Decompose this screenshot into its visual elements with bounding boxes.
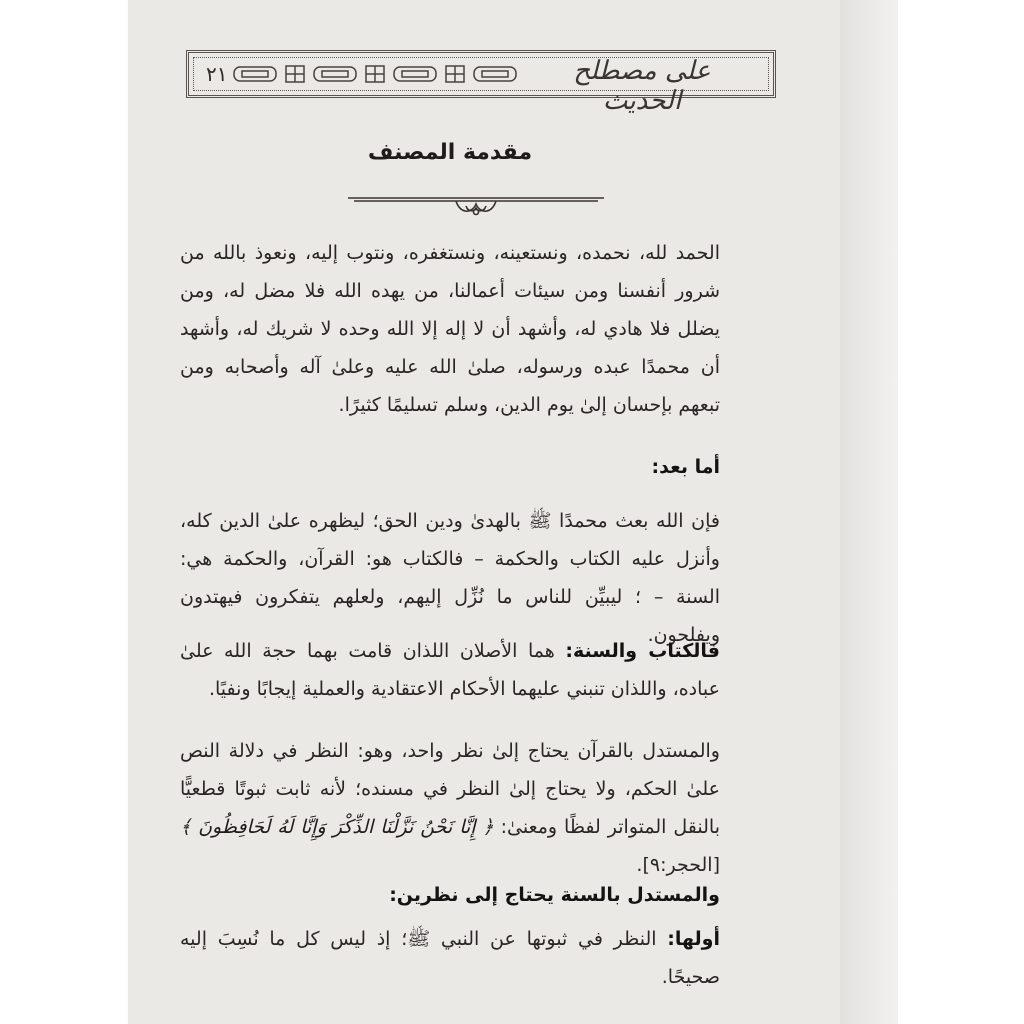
ornamental-divider	[348, 190, 604, 220]
subheading-two-views: والمستدل بالسنة يحتاج إلى نظرين:	[389, 884, 720, 906]
paragraph-body: النظر في ثبوتها عن النبي ﷺ؛ إذ ليس كل ما نُسِبَ إليه صحيحًا.	[180, 928, 720, 988]
paragraph-lead: فالكتاب والسنة:	[565, 640, 720, 662]
running-title: على مصطلح الحديث	[573, 56, 711, 116]
paragraph-lead: أولها:	[667, 928, 720, 950]
section-title: مقدمة المصنف	[367, 140, 533, 165]
heading-amma-bad: أما بعد:	[651, 456, 720, 478]
page-edge	[840, 0, 898, 1024]
paragraph-opening: الحمد لله، نحمده، ونستعينه، ونستغفره، ونتوب إليه، ونعوذ بالله من شرور أنفسنا ومن سيئات أعمالنا، من يهده الله فلا مضل له، ومن يضلل فلا هادي له، وأشهد أن لا إله إلا الله وحده لا شريك له، وأشهد أن محمدًا عبده ورسوله، صلىٰ الله عليه وعلىٰ آله وأصحابه ومن تبعهم بإحسان إلىٰ يوم الدين، وسلم تسليمًا كثيرًا.	[180, 242, 720, 416]
paragraph-kitab-sunnah	[180, 632, 720, 708]
verse-reference: [الحجر:٩].	[636, 854, 720, 876]
page-number: ٢١	[206, 62, 228, 86]
header-ornament	[232, 62, 522, 86]
paragraph-body: والمستدل بالقرآن يحتاج إلىٰ نظر واحد، وهو: النظر في دلالة النص علىٰ الحكم، ولا يحتاج إلىٰ النظر في مسنده؛ لأنه ثابت ثبوتًا قطعيًّا بالنقل المتواتر لفظًا ومعنىٰ:	[180, 740, 720, 838]
paragraph-mission: فإن الله بعث محمدًا ﷺ بالهدىٰ ودين الحق؛ ليظهره علىٰ الدين كله، وأنزل عليه الكتاب والحكمة – فالكتاب هو: القرآن، والحكمة هي: السنة – ؛ ليبيِّن للناس ما نُزِّل إليهم، ولعلهم يتفكرون فيهتدون ويفلحون.	[180, 510, 720, 646]
paragraph-quran-evidence	[180, 732, 720, 884]
paragraph-first-view	[180, 920, 720, 996]
paragraph-body: هما الأصلان اللذان قامت بهما حجة الله علىٰ عباده، واللذان تنبني عليهما الأحكام الاعتقادية والعملية إيجابًا ونفيًا.	[180, 640, 720, 700]
quran-verse: ﴿ إِنَّا نَحْنُ نَزَّلْنَا الذِّكْرَ وَإِنَّا لَهُ لَحَافِظُونَ ﴾	[180, 816, 494, 838]
